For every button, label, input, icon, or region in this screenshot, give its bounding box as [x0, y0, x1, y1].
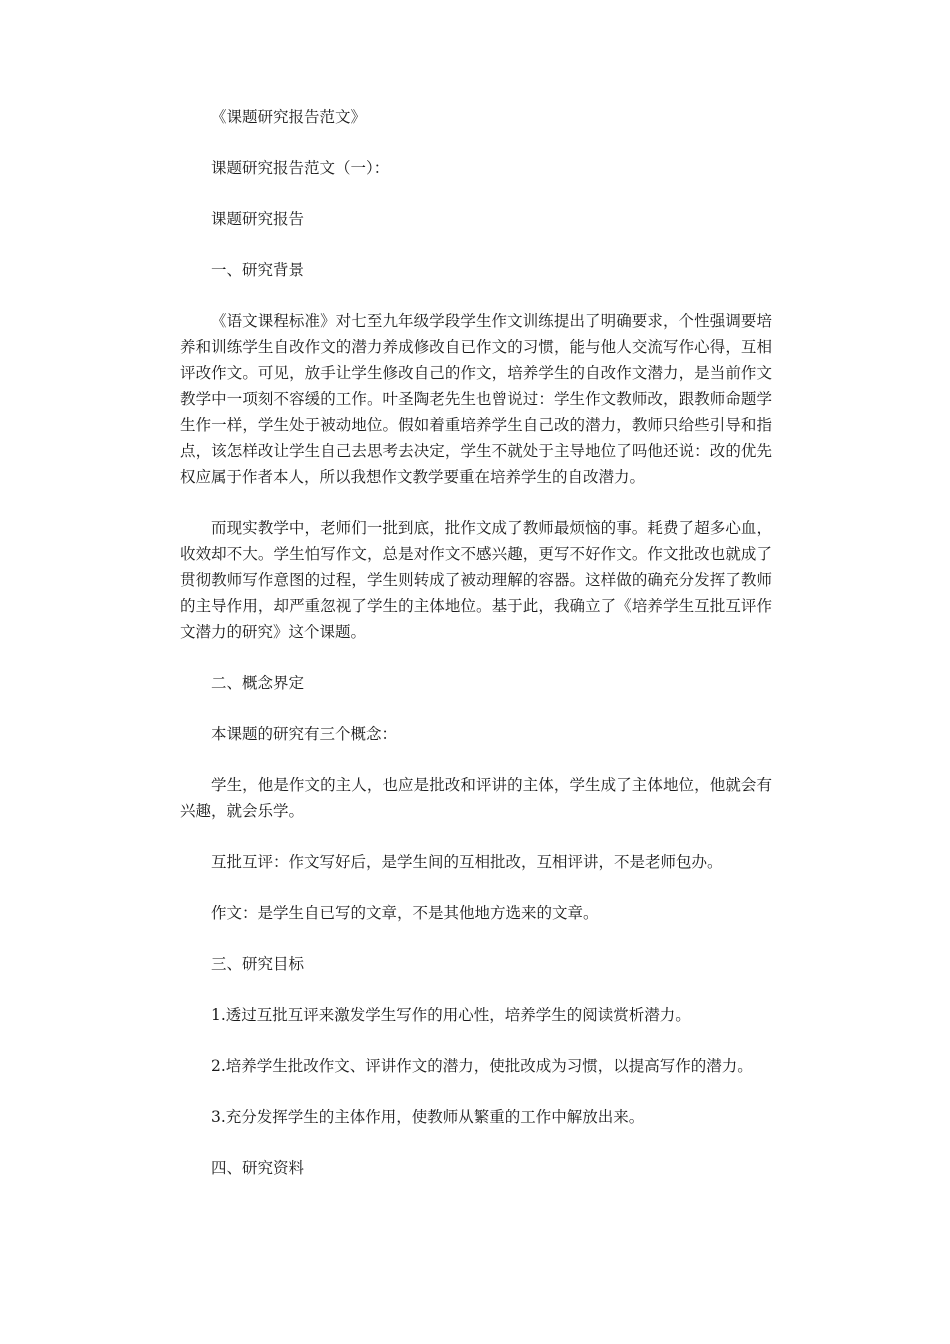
body-paragraph: 互批互评：作文写好后，是学生间的互相批改，互相评讲，不是老师包办。 — [211, 853, 723, 871]
list-item: 2.培养学生批改作文、评讲作文的潜力，使批改成为习惯，以提高写作的潜力。 — [211, 1057, 753, 1075]
body-paragraph: 作文：是学生自已写的文章，不是其他地方选来的文章。 — [211, 904, 599, 922]
section-subtitle: 课题研究报告范文（一）： — [211, 159, 390, 177]
body-paragraph: 学生，他是作文的主人，也应是批改和评讲的主体，学生成了主体地位，他就会有兴趣，就会乐学。 — [180, 776, 772, 820]
body-paragraph: 本课题的研究有三个概念： — [211, 725, 398, 743]
list-item: 1.透过互批互评来激发学生写作的用心性，培养学生的阅读赏析潜力。 — [211, 1006, 691, 1024]
body-paragraph: 《语文课程标准》对七至九年级学段学生作文训练提出了明确要求，个性强调要培养和训练学生自改作文的潜力养成修改自已作文的习惯，能与他人交流写作心得，互相评改作文。可见，放手让学生修改自己的作文，培养学生的自改作文潜力，是当前作文教学中一项刻不容缓的工作。叶圣陶老先生也曾说过：学生作文教师改，跟教师命题学生作一样，学生处于被动地位。假如着重培养学生自己改的潜力，教师只给些引导和指点，该怎样改让学生自己去思考去决定，学生不就处于主导地位了吗他还说：改的优先权应属于作者本人，所以我想作文教学要重在培养学生的自改潜力。 — [180, 312, 772, 486]
document-body — [180, 104, 772, 1206]
section-heading-goals: 三、研究目标 — [211, 955, 305, 973]
body-paragraph: 而现实教学中，老师们一批到底，批作文成了教师最烦恼的事。耗费了超多心血，收效却不大。学生怕写作文，总是对作文不感兴趣，更写不好作文。作文批改也就成了贯彻教师写作意图的过程，学生则转成了被动理解的容器。这样做的确充分发挥了教师的主导作用，却严重忽视了学生的主体地位。基于此，我确立了《培养学生互批互评作文潜力的研究》这个课题。 — [180, 519, 772, 641]
report-heading: 课题研究报告 — [211, 210, 305, 228]
section-heading-definition: 二、概念界定 — [211, 674, 305, 692]
section-heading-materials: 四、研究资料 — [211, 1159, 305, 1177]
section-heading-background: 一、研究背景 — [211, 261, 305, 279]
list-item: 3.充分发挥学生的主体作用，使教师从繁重的工作中解放出来。 — [211, 1108, 645, 1126]
document-title: 《课题研究报告范文》 — [211, 108, 367, 126]
